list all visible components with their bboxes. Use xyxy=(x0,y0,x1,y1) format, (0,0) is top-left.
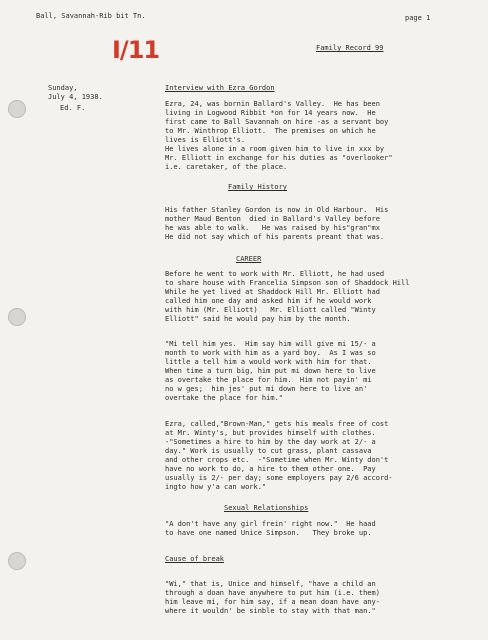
record-title: Family Record 99 xyxy=(316,44,384,52)
punch-hole xyxy=(8,100,26,118)
sexual-text: "A don't have any girl frein' right now." He haad to have one named Unice Simpson. They broke up. xyxy=(165,520,376,537)
interview-text: Ezra, 24, was bornin Ballard's Valley. He has been living in Logwood Ribbit *on for 14 years now. He first came to Ball Savannah on hire -as a servant boy to Mr. Winthrop Elliott. The premises on which he lives is Elliott's. He lives alone in a room given him to live in xxx by Mr. Elliott in exchange for his duties as "overlooker" i.e. caretaker, of the place. xyxy=(165,100,393,171)
red-stamp: I/11 xyxy=(112,36,160,64)
date-line-2: July 4, 1938. xyxy=(48,93,103,101)
page-number: page 1 xyxy=(405,14,431,22)
sexual-heading: Sexual Relationships xyxy=(224,504,309,512)
punch-hole xyxy=(8,552,26,570)
interview-heading: Interview with Ezra Gordon xyxy=(165,84,275,92)
career-text: Before he went to work with Mr. Elliott, he had used to share house with Francelia Simpson son of Shaddock Hill While he yet lived at Shaddock Hill Mr. Elliott had called him one day and asked him if he would work with him (Mr. Elliott) Mr. Elliott called "Winty Elliott" said he would pay him by the month. xyxy=(165,270,410,323)
pay-text: Ezra, called,"Brown-Man," gets his meals free of cost at Mr. Winty's, but provides himself with clothes. -"Sometimes a hire to him by the day work at 2/- a day." Work is usually to cut grass, plant cassava and other crops etc. -"Sometime when Mr. Winty don't have no work to do, a hire to them other one. Pay usually is 2/- per day; some employers pay 2/6 accord- ingto how y'a can work." xyxy=(165,420,393,491)
date-line-1: Sunday, xyxy=(48,84,78,92)
punch-hole xyxy=(8,308,26,326)
quote-text: "Mi tell him yes. Him say him will give mi 15/- a month to work with him as a yard boy. As I was so little a tell him a would work with him for that. When time a turn big, him put mi down here to live as overtake the place for him. Him not payin' mi no w ges; him jes' put mi down here to live an' overtake the place for him." xyxy=(165,340,376,402)
cause-text: "Wi," that is, Unice and himself, "have a child an through a doan have anywhere to put him (i.e. them) him leave mi, for him say, if a mean doan have any- where it wouldn' be sinble to stay with that man." xyxy=(165,580,380,615)
family-history-text: His father Stanley Gordon is now in Old Harbour. His mother Maud Benton died in Ballard's Valley before he was able to walk. He was raised by his"gran"mx He did not say which of his parents preant that was. xyxy=(165,206,389,241)
editor-initials: Ed. F. xyxy=(60,104,86,112)
header-location: Ball, Savannah-Rib bit Tn. xyxy=(36,12,146,20)
cause-heading: Cause of break xyxy=(165,555,225,563)
career-heading: CAREER xyxy=(236,255,262,263)
family-history-heading: Family History xyxy=(228,183,288,191)
